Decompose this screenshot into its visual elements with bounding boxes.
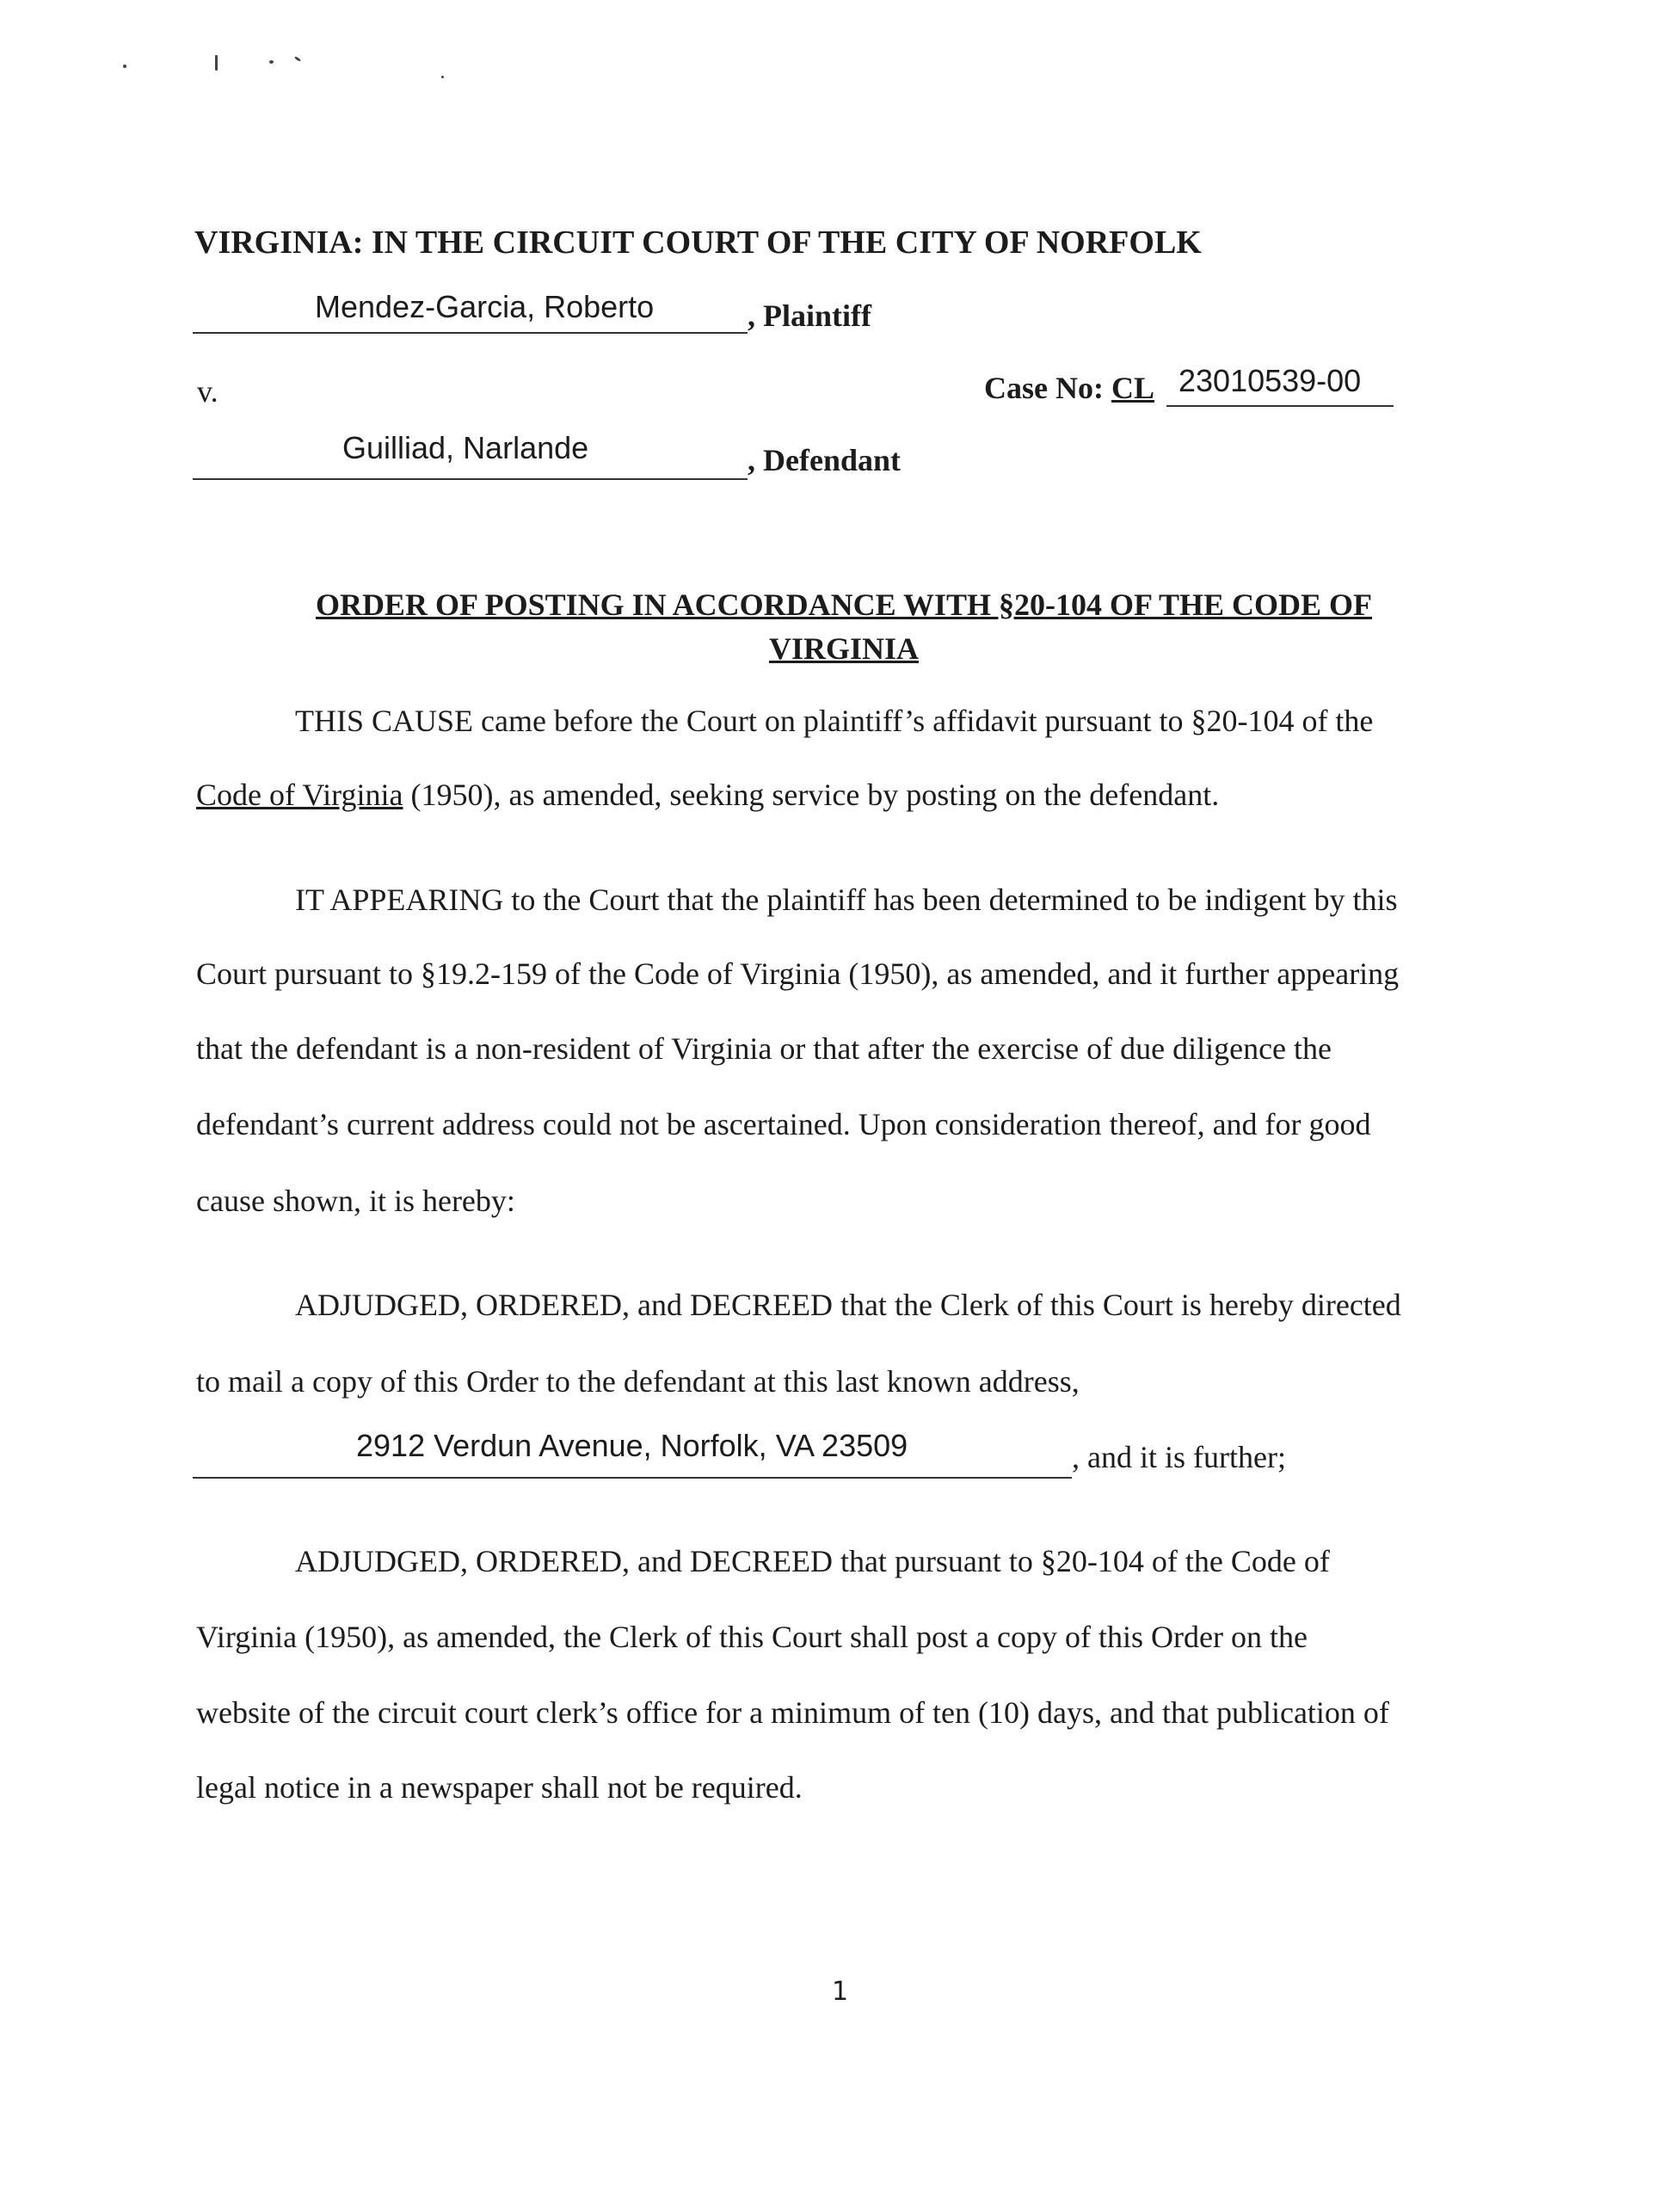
defendant-role: , Defendant xyxy=(748,443,901,477)
paragraph-2-line-5: cause shown, it is hereby: xyxy=(196,1184,515,1218)
scan-speck xyxy=(441,76,444,78)
paragraph-1-line-1: THIS CAUSE came before the Court on plaintiff’s affidavit pursuant to §20-104 of the xyxy=(295,704,1374,738)
scan-speck xyxy=(294,56,301,62)
case-number-value: 23010539-00 xyxy=(1178,363,1362,398)
versus-label: v. xyxy=(197,374,218,409)
paragraph-4-line-3: website of the circuit court clerk’s office for a minimum of ten (10) days, and that publication of xyxy=(196,1695,1389,1730)
plaintiff-underline xyxy=(193,332,748,334)
paragraph-4-line-1: ADJUDGED, ORDERED, and DECREED that pursuant to §20-104 of the Code of xyxy=(295,1544,1330,1578)
paragraph-1-line-2-text: (1950), as amended, seeking service by posting on the defendant. xyxy=(403,778,1220,812)
code-of-virginia-citation: Code of Virginia xyxy=(196,778,403,812)
paragraph-2-line-2: Court pursuant to §19.2-159 of the Code of Virginia (1950), as amended, and it further appearing xyxy=(196,956,1400,991)
paragraph-4-line-2: Virginia (1950), as amended, the Clerk of this Court shall post a copy of this Order on the xyxy=(196,1620,1308,1654)
page-number: 1 xyxy=(831,1977,849,2007)
case-number xyxy=(984,370,1154,406)
document-title-line-1: ORDER OF POSTING IN ACCORDANCE WITH §20-104 OF THE CODE OF xyxy=(315,587,1373,622)
plaintiff-role: , Plaintiff xyxy=(748,298,871,333)
document-title-line-2: VIRGINIA xyxy=(768,631,920,666)
paragraph-2-line-4: defendant’s current address could not be ascertained. Upon consideration thereof, and for good xyxy=(196,1107,1371,1141)
address-underline xyxy=(193,1477,1072,1479)
paragraph-3-line-1: ADJUDGED, ORDERED, and DECREED that the Clerk of this Court is hereby directed xyxy=(295,1288,1401,1322)
scan-speck xyxy=(123,65,126,68)
plaintiff-name: Mendez-Garcia, Roberto xyxy=(315,289,655,324)
case-number-label: Case No: xyxy=(984,371,1111,405)
paragraph-1-line-2 xyxy=(196,777,1219,813)
paragraph-2-line-1: IT APPEARING to the Court that the plaintiff has been determined to be indigent by this xyxy=(295,883,1398,917)
address-suffix: , and it is further; xyxy=(1072,1440,1286,1474)
paragraph-3-line-2: to mail a copy of this Order to the defendant at this last known address, xyxy=(196,1364,1080,1399)
case-number-prefix: CL xyxy=(1111,371,1154,405)
paragraph-4-line-4: legal notice in a newspaper shall not be required. xyxy=(196,1770,803,1805)
scan-speck xyxy=(269,60,274,64)
defendant-underline xyxy=(193,478,748,480)
court-header: VIRGINIA: IN THE CIRCUIT COURT OF THE CITY OF NORFOLK xyxy=(194,225,1202,261)
defendant-name: Guilliad, Narlande xyxy=(342,430,589,465)
scan-speck xyxy=(215,55,218,71)
case-number-underline xyxy=(1166,405,1394,407)
last-known-address: 2912 Verdun Avenue, Norfolk, VA 23509 xyxy=(356,1428,908,1463)
paragraph-2-line-3: that the defendant is a non-resident of Virginia or that after the exercise of due diligence the xyxy=(196,1031,1332,1066)
